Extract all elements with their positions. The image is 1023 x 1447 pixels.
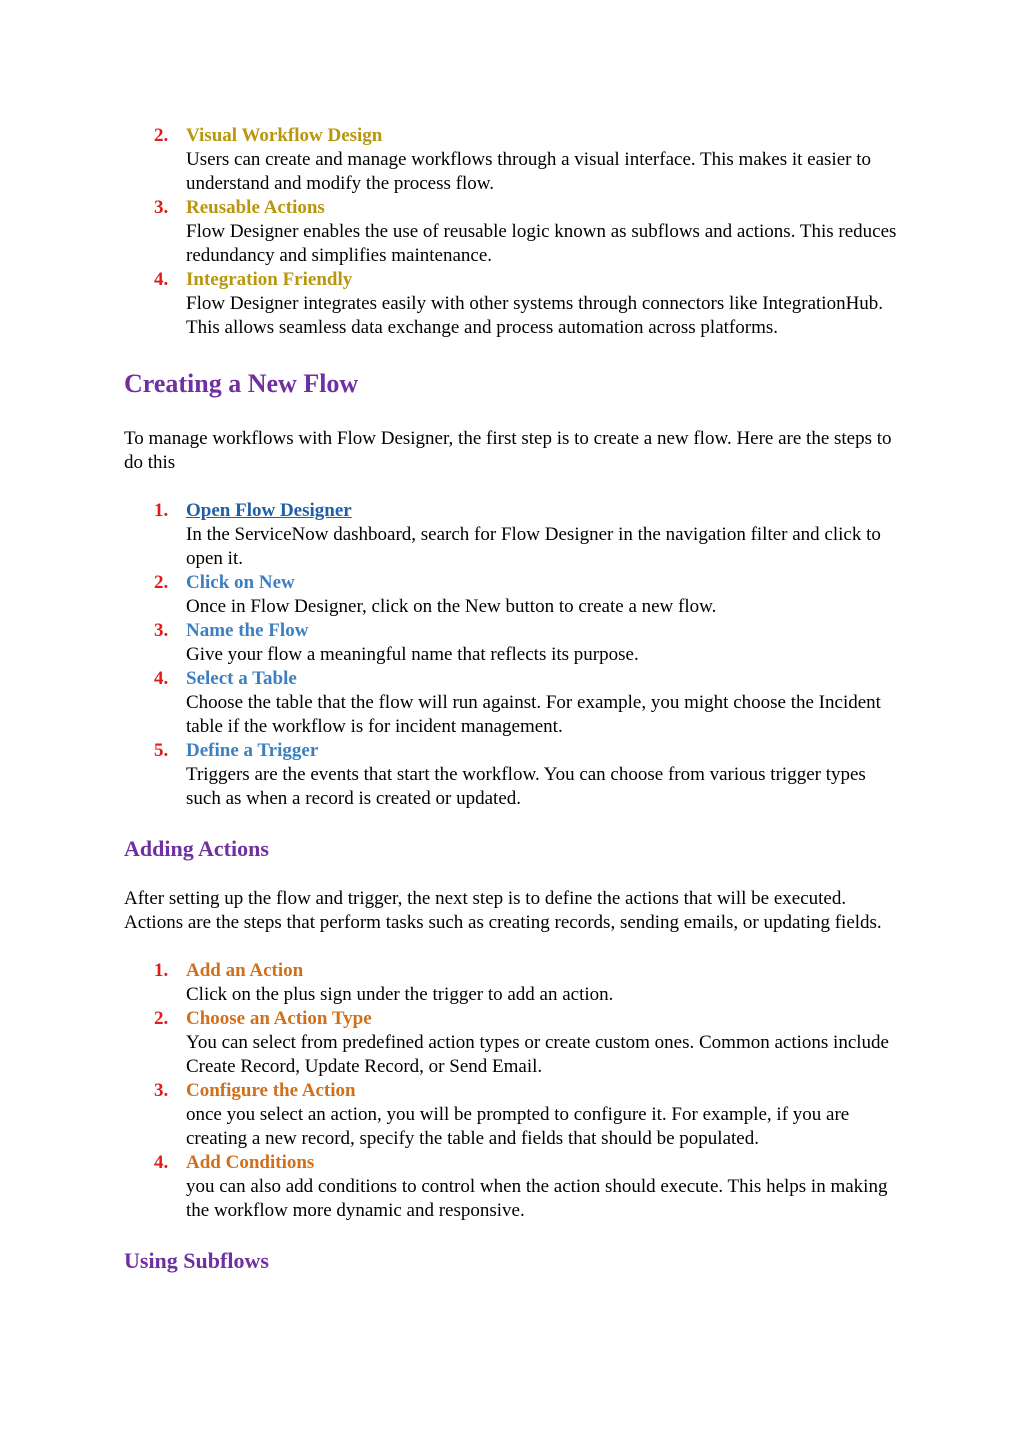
- list-item: [124, 571, 904, 619]
- item-title: Define a Trigger: [186, 740, 319, 761]
- list-item: [124, 667, 904, 739]
- item-description: Users can create and manage workflows through a visual interface. This makes it easier to understand and modify the process flow.: [186, 149, 871, 194]
- list-number: 2.: [154, 125, 169, 146]
- list-number: 4.: [154, 668, 169, 689]
- list-number: 4.: [154, 1152, 169, 1173]
- document-page: [124, 124, 904, 1275]
- item-description: You can select from predefined action types or create custom ones. Common actions include Create Record, Update Record, or Send Email.: [186, 1032, 889, 1077]
- item-description: In the ServiceNow dashboard, search for Flow Designer in the navigation filter and click to open it.: [186, 524, 881, 569]
- list-number: 4.: [154, 269, 169, 290]
- list-number: 1.: [154, 960, 169, 981]
- item-title: Integration Friendly: [186, 269, 353, 290]
- list-number: 1.: [154, 500, 169, 521]
- item-title: Add Conditions: [186, 1152, 315, 1173]
- item-title: Configure the Action: [186, 1080, 356, 1101]
- item-title: Name the Flow: [186, 620, 309, 641]
- features-list: [124, 124, 904, 340]
- section-intro-creating: To manage workflows with Flow Designer, the first step is to create a new flow. Here are the steps to do this: [124, 428, 892, 473]
- list-number: 3.: [154, 1080, 169, 1101]
- item-title: Visual Workflow Design: [186, 125, 383, 146]
- item-description: Flow Designer enables the use of reusable logic known as subflows and actions. This reduces redundancy and simplifies maintenance.: [186, 221, 897, 266]
- creating-steps-list: [124, 499, 904, 811]
- item-title: Add an Action: [186, 960, 304, 981]
- item-title: Choose an Action Type: [186, 1008, 372, 1029]
- item-title: Click on New: [186, 572, 295, 593]
- item-description: Give your flow a meaningful name that reflects its purpose.: [186, 644, 639, 665]
- list-item: [124, 739, 904, 811]
- open-flow-designer-link[interactable]: Open Flow Designer: [186, 500, 352, 521]
- list-number: 5.: [154, 740, 169, 761]
- item-description: Flow Designer integrates easily with other systems through connectors like IntegrationHub. This allows seamless data exchange and process automation across platforms.: [186, 293, 884, 338]
- list-item: [124, 619, 904, 667]
- section-intro-actions: After setting up the flow and trigger, the next step is to define the actions that will be executed. Actions are the steps that perform tasks such as creating records, sending emails, or updating fields.: [124, 888, 882, 933]
- list-item: [124, 1079, 904, 1151]
- list-number: 3.: [154, 620, 169, 641]
- list-item: [124, 1151, 904, 1223]
- item-title: Reusable Actions: [186, 197, 325, 218]
- list-item: [124, 124, 904, 196]
- list-item: [124, 268, 904, 340]
- item-description: once you select an action, you will be prompted to configure it. For example, if you are creating a new record, specify the table and fields that should be populated.: [186, 1104, 850, 1149]
- item-description: you can also add conditions to control when the action should execute. This helps in making the workflow more dynamic and responsive.: [186, 1176, 888, 1221]
- item-description: Once in Flow Designer, click on the New button to create a new flow.: [186, 596, 717, 617]
- list-number: 2.: [154, 1008, 169, 1029]
- list-item: [124, 959, 904, 1007]
- section-heading-subflows: Using Subflows: [124, 1248, 269, 1273]
- item-title: Select a Table: [186, 668, 297, 689]
- section-heading-actions: Adding Actions: [124, 836, 269, 861]
- list-item: [124, 196, 904, 268]
- list-number: 2.: [154, 572, 169, 593]
- section-heading-creating: Creating a New Flow: [124, 369, 359, 398]
- item-description: Choose the table that the flow will run against. For example, you might choose the Incident table if the workflow is for incident management.: [186, 692, 881, 737]
- actions-steps-list: [124, 959, 904, 1223]
- list-item: [124, 1007, 904, 1079]
- item-description: Click on the plus sign under the trigger to add an action.: [186, 984, 614, 1005]
- list-number: 3.: [154, 197, 169, 218]
- list-item: [124, 499, 904, 571]
- item-description: Triggers are the events that start the workflow. You can choose from various trigger types such as when a record is created or updated.: [186, 764, 866, 809]
